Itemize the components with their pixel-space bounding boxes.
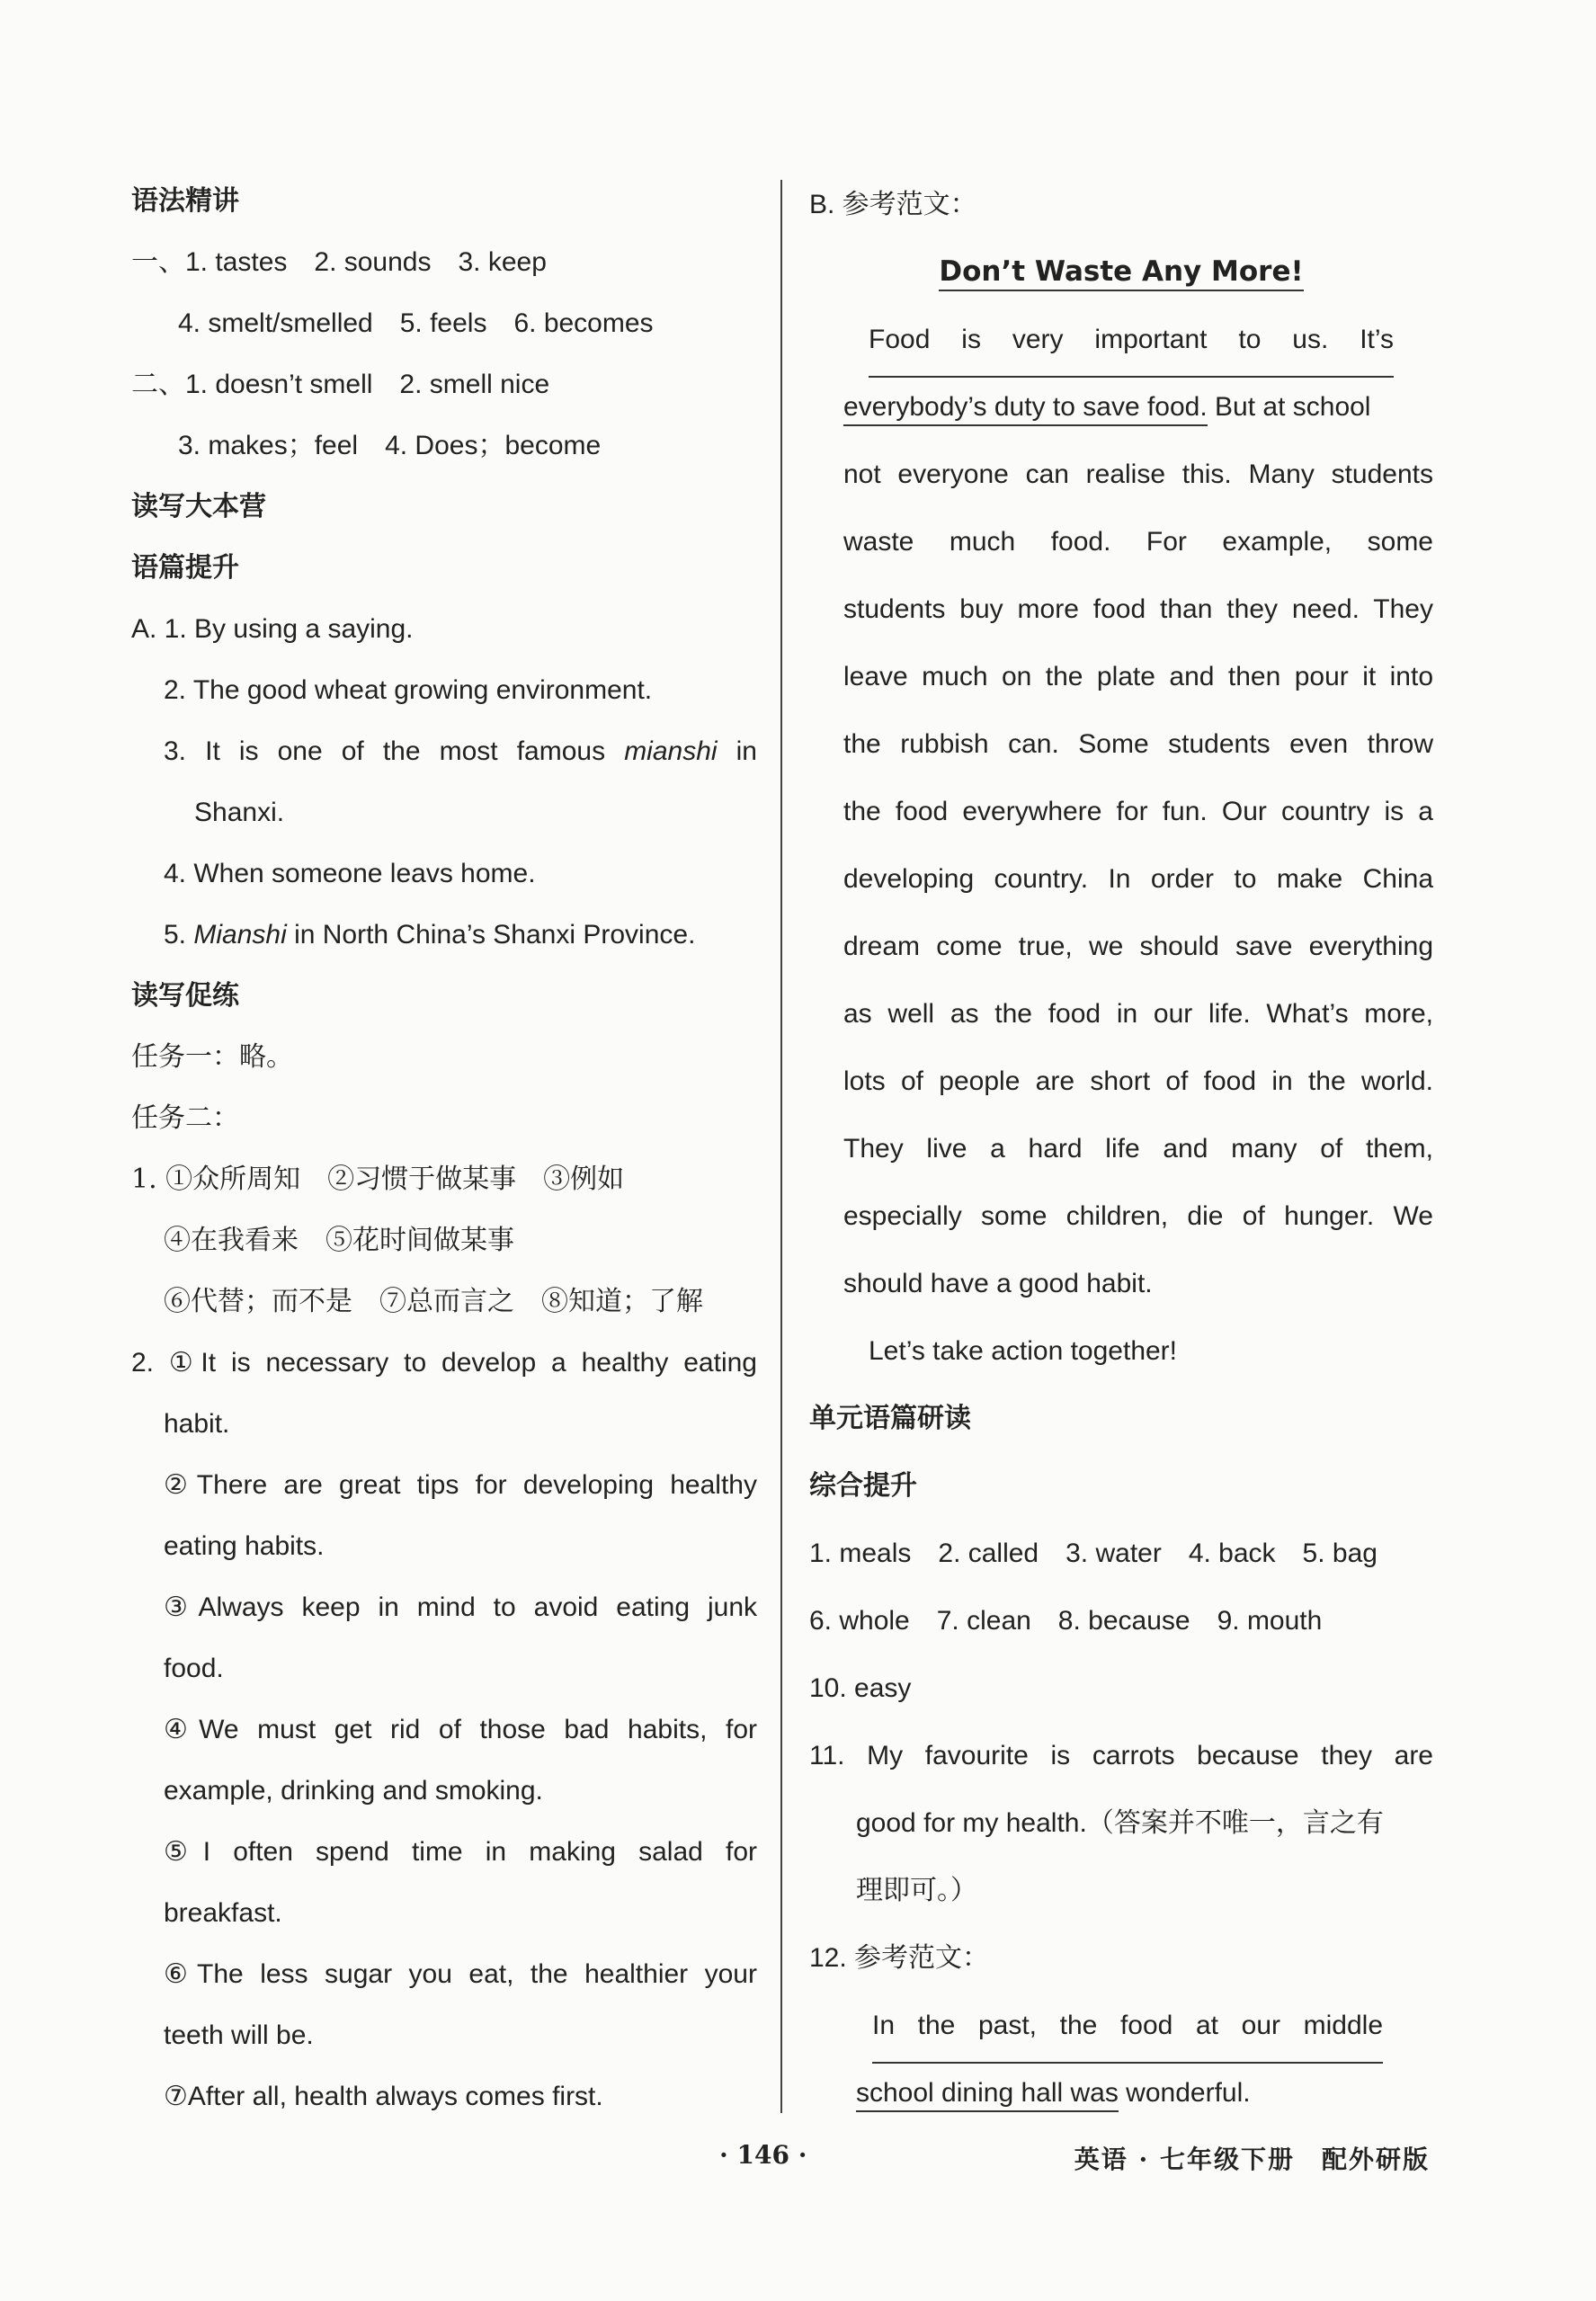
essay-title: Don’t Waste Any More! <box>939 255 1303 291</box>
comp-answers-3: 10. easy <box>809 1673 912 1703</box>
essay-line-11: as well as the food in our life. What’s more, <box>843 999 1433 1029</box>
section-heading-grammar: 语法精讲 <box>131 185 239 217</box>
section-heading-unit: 单元语篇研读 <box>809 1403 971 1434</box>
comp-answer-11c: 理即可。） <box>856 1876 977 1905</box>
comp-answer-12-underlined-1: In the past, the food at our middle <box>872 1992 1383 2064</box>
passage-answer-a5 <box>131 905 757 966</box>
task-two-2-4: ④We must get rid of those bad habits, for <box>164 1715 757 1744</box>
comp-answer-12-rest: wonderful. <box>1118 2078 1251 2108</box>
task-two-2-3: ③Always keep in mind to avoid eating junk <box>164 1592 757 1622</box>
task-two-1c: ⑥代替；而不是 ⑦总而言之 ⑧知道；了解 <box>164 1286 703 1317</box>
essay-line-14: especially some children, die of hunger. We <box>843 1201 1433 1231</box>
task-one: 任务一：略。 <box>131 1042 293 1072</box>
task-two: 任务二： <box>131 1103 239 1133</box>
essay-line-13: They live a hard life and many of them, <box>843 1134 1433 1164</box>
a5-text-pre: 5. <box>164 920 194 950</box>
grammar-answers-2b: 3. makes；feel 4. Does；become <box>178 431 602 460</box>
comp-answer-12-underlined-2: school dining hall was <box>856 2078 1119 2112</box>
essay-line-7: the rubbish can. Some students even throw <box>843 729 1433 759</box>
essay-line-8: the food everywhere for fun. Our country is a <box>843 797 1433 826</box>
essay-underlined-1: Food is very important to us. It’s <box>869 306 1394 378</box>
essay-line-3: not everyone can realise this. Many students <box>843 459 1433 489</box>
task-two-2-7: ⑦After all, health always comes first. <box>164 2082 603 2111</box>
passage-answer-a3-cont: Shanxi. <box>194 798 285 827</box>
essay-line-12: lots of people are short of food in the world. <box>843 1066 1433 1096</box>
task-two-2-4b: example, drinking and smoking. <box>164 1776 543 1806</box>
essay-line-10: dream come true, we should save everything <box>843 932 1433 961</box>
passage-answer-a1: A. 1. By using a saying. <box>131 614 414 644</box>
book-title: 英语 · 七年级下册 配外研版 <box>1074 2145 1430 2174</box>
essay-line-6: leave much on the plate and then pour it into <box>843 662 1433 691</box>
task-two-2-6b: teeth will be. <box>164 2020 314 2050</box>
passage-answer-a2: 2. The good wheat growing environment. <box>164 675 653 705</box>
essay-line-2 <box>809 373 1433 441</box>
left-column <box>131 171 757 2127</box>
task-two-1b: ④在我看来 ⑤花时间做某事 <box>164 1225 514 1256</box>
essay-line-2-rest: But at school <box>1207 392 1371 422</box>
essay-line-4: waste much food. For example, some <box>843 527 1433 557</box>
task-two-2-3b: food. <box>164 1654 224 1683</box>
section-heading-comprehensive: 综合提升 <box>809 1470 917 1502</box>
comp-answer-12: 12. 参考范文： <box>809 1943 990 1973</box>
grammar-answers-1b: 4. smelt/smelled 5. feels 6. becomes <box>178 308 654 338</box>
grammar-answers-1a: 一、1. tastes 2. sounds 3. keep <box>131 247 547 277</box>
task-two-2-6: ⑥The less sugar you eat, the healthier your <box>164 1959 757 1989</box>
page-footer <box>0 2140 1596 2185</box>
essay-line-5: students buy more food than they need. They <box>843 594 1433 624</box>
section-heading-practice: 读写促练 <box>131 980 239 1012</box>
section-heading-readwrite: 读写大本营 <box>131 491 266 522</box>
task-two-2-2b: eating habits. <box>164 1531 325 1561</box>
task-two-1a: 1. ①众所周知 ②习惯于做某事 ③例如 <box>131 1164 625 1195</box>
a5-text-italic: Mianshi <box>193 920 287 950</box>
task-two-2-2: ②There are great tips for developing healthy <box>164 1470 757 1500</box>
a3-text-pre: 3. It is one of the most famous <box>164 736 625 766</box>
task-two-2-1b: habit. <box>164 1409 230 1439</box>
a3-text-post: in <box>717 736 757 766</box>
comp-answers-2: 6. whole 7. clean 8. because 9. mouth <box>809 1606 1323 1636</box>
a5-text-post: in North China’s Shanxi Province. <box>286 920 696 950</box>
essay-closing: Let’s take action together! <box>869 1336 1178 1366</box>
essay-underlined-2: everybody’s duty to save food. <box>843 392 1208 426</box>
comp-answer-12-line1 <box>809 1992 1433 2059</box>
essay-line-1 <box>809 306 1433 373</box>
column-divider <box>780 180 782 2113</box>
a3-text-italic: mianshi <box>624 736 718 766</box>
comp-answer-11a: 11. My favourite is carrots because they are <box>809 1741 1433 1770</box>
essay-title-row <box>809 238 1433 306</box>
task-two-2-1: 2. ①It is necessary to develop a healthy eating <box>131 1348 757 1378</box>
comp-answer-12-line2 <box>809 2059 1433 2127</box>
passage-answer-a3 <box>131 721 757 782</box>
comp-answer-11b: good for my health.（答案并不唯一，言之有 <box>856 1808 1384 1838</box>
comp-answers-1: 1. meals 2. called 3. water 4. back 5. bag <box>809 1538 1378 1568</box>
essay-line-15: should have a good habit. <box>843 1269 1153 1298</box>
grammar-answers-2a: 二、1. doesn’t smell 2. smell nice <box>131 370 550 399</box>
task-two-2-5b: breakfast. <box>164 1898 282 1928</box>
essay-line-9: developing country. In order to make China <box>843 864 1433 894</box>
b-heading: B. 参考范文： <box>809 190 977 219</box>
right-column <box>809 171 1433 2127</box>
task-two-2-5: ⑤I often spend time in making salad for <box>164 1837 757 1867</box>
page-number: · 146 · <box>719 2140 807 2170</box>
section-heading-passage: 语篇提升 <box>131 552 239 584</box>
passage-answer-a4: 4. When someone leavs home. <box>164 859 536 888</box>
